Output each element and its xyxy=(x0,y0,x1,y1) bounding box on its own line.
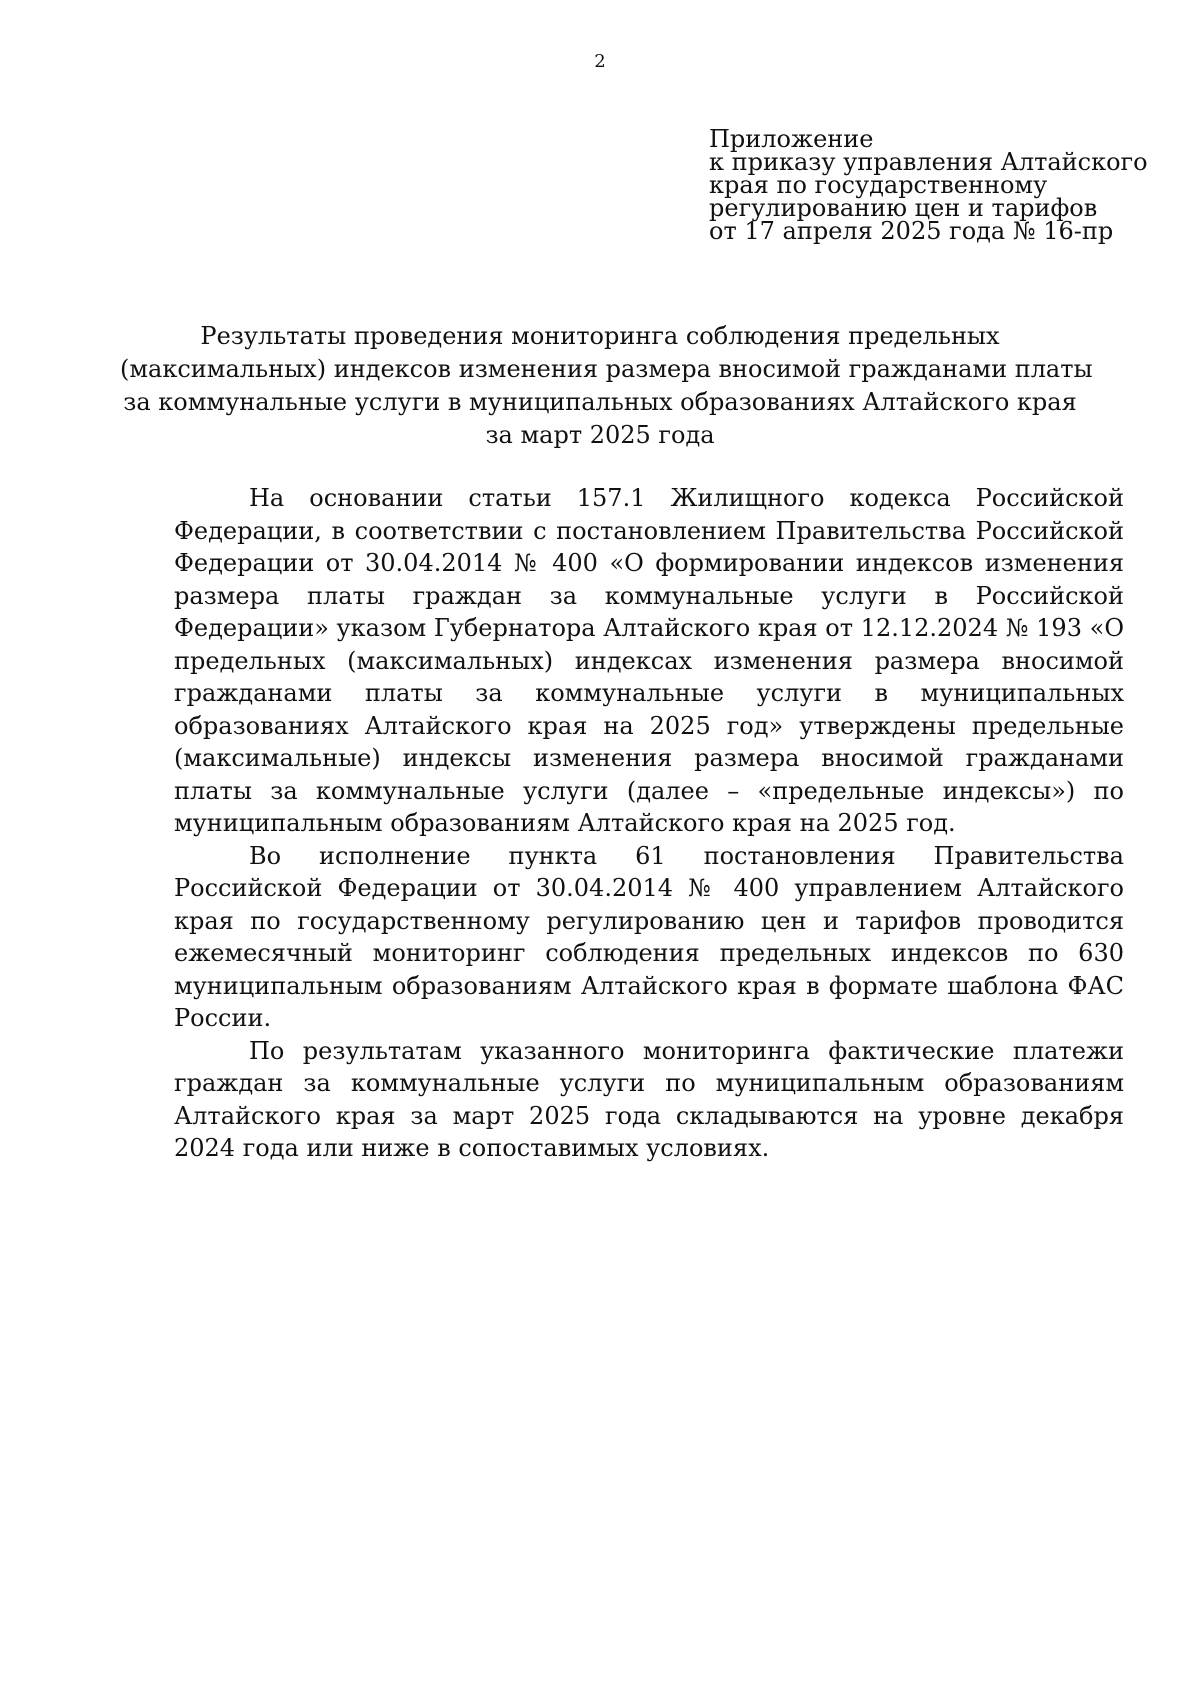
document-title xyxy=(120,320,1093,452)
title-line: (максимальных) индексов изменения размера вносимой гражданами платы xyxy=(120,355,1093,383)
title-line: за март 2025 года xyxy=(485,421,715,449)
page-number: 2 xyxy=(594,51,606,72)
appendix-line: края по государственному xyxy=(709,171,1048,199)
appendix-line: к приказу управления Алтайского xyxy=(709,148,1148,176)
appendix-line: от 17 апреля 2025 года № 16-пр xyxy=(709,217,1114,245)
body-paragraph: Во исполнение пункта 61 постановления Правительства Российской Федерации от 30.04.2014 № 400 управлением Алтайского края по государственному регулированию цен и тарифов проводится ежемесячный мониторинг соблюдения предельных индексов по 630 муниципальным образованиям Алтайского края в формате шаблона ФАС России. xyxy=(174,841,1124,1032)
appendix-block xyxy=(709,125,1149,245)
body-paragraph: По результатам указанного мониторинга фактические платежи граждан за коммунальные услуги по муниципальным образованиям Алтайского края за март 2025 года складываются на уровне декабря 2024 года или ниже в сопоставимых условиях. xyxy=(174,1036,1124,1162)
document-body xyxy=(174,482,1124,1165)
appendix-line: регулированию цен и тарифов xyxy=(709,194,1098,222)
title-line: за коммунальные услуги в муниципальных образованиях Алтайского края xyxy=(123,388,1077,416)
body-paragraph: На основании статьи 157.1 Жилищного кодекса Российской Федерации, в соответствии с постановлением Правительства Российской Федерации от 30.04.2014 № 400 «О формировании индексов изменения размера платы граждан за коммунальные услуги в Российской Федерации» указом Губернатора Алтайского края от 12.12.2024 № 193 «О предельных (максимальных) индексах изменения размера вносимой гражданами платы за коммунальные услуги в муниципальных образованиях Алтайского края на 2025 год» утверждены предельные (максимальные) индексы изменения размера вносимой гражданами платы за коммунальные услуги (далее – «предельные индексы») по муниципальным образованиям Алтайского края на 2025 год. xyxy=(174,484,1124,837)
appendix-line: Приложение xyxy=(709,125,874,153)
title-line: Результаты проведения мониторинга соблюдения предельных xyxy=(200,322,1000,350)
